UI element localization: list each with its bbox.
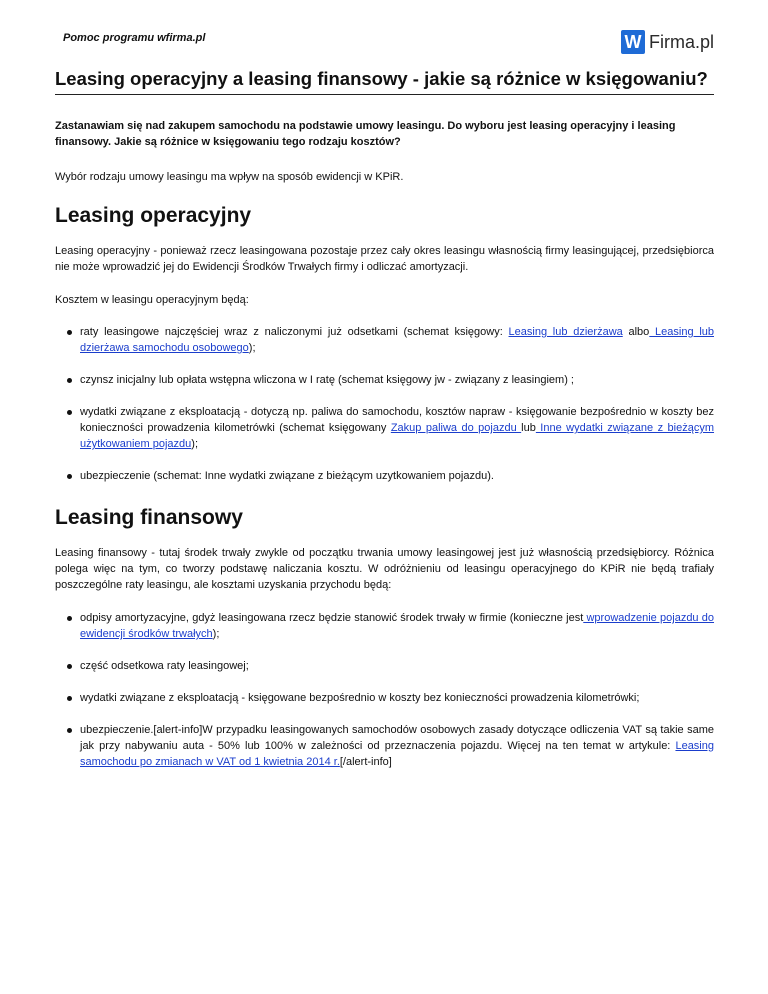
link-leasing-vat-2014[interactable]: Leasing samochodu po zmianach w VAT od 1 kwietnia 2014 r. (80, 740, 714, 768)
section-heading-finansowy: Leasing finansowy (55, 506, 243, 529)
document-page (55, 0, 714, 770)
section1-list-intro: Kosztem w leasingu operacyjnym będą: (55, 294, 249, 306)
list-item: raty leasingowe najczęściej wraz z naliczonymi już odsetkami (schemat księgowy: Leasing lub dzierżawa albo Leasing lub dzierżawa samochodu osobowego); (55, 324, 714, 356)
list-item: czynsz inicjalny lub opłata wstępna wliczona w I ratę (schemat księgowy jw - związany z leasingiem) ; (55, 372, 714, 388)
page-header (55, 0, 714, 62)
section1-paragraph: Leasing operacyjny - ponieważ rzecz leasingowana pozostaje przez cały okres leasingu własnością firmy leasingującej, przedsiębiorca nie może wprowadzić jej do Ewidencji Środków Trwałych firmy i odliczać amortyzacji. (55, 245, 714, 273)
list-item: część odsetkowa raty leasingowej; (55, 658, 714, 674)
question-text: Zastanawiam się nad zakupem samochodu na podstawie umowy leasingu. Do wyboru jest leasing operacyjny i leasing finansowy. Jakie są różnice w księgowaniu tego rodzaju kosztów? (55, 120, 676, 148)
list-item: wydatki związane z eksploatacją - dotyczą np. paliwa do samochodu, kosztów napraw - księgowanie bezpośrednio w koszty bez konieczności prowadzenia kilometrówki (schemat księgowany Zakup paliwa do pojazdu lub Inne wydatki związane z bieżącym użytkowaniem pojazdu); (55, 404, 714, 452)
list-item: wydatki związane z eksploatacją - księgowane bezpośrednio w koszty bez konieczności prowadzenia kilometrówki; (55, 690, 714, 706)
list-item: ubezpieczenie (schemat: Inne wydatki związane z bieżącym uzytkowaniem pojazdu). (55, 468, 714, 484)
help-header-text: Pomoc programu wfirma.pl (63, 32, 206, 44)
link-leasing-lub-dzierzawa[interactable]: Leasing lub dzierżawa (508, 326, 623, 338)
page-title: Leasing operacyjny a leasing finansowy - jakie są różnice w księgowaniu? (55, 68, 714, 95)
section-heading-operacyjny: Leasing operacyjny (55, 204, 252, 227)
list-item: ubezpieczenie.[alert-info]W przypadku leasingowanych samochodów osobowych zasady dotyczące odliczenia VAT są takie same jak przy nabywaniu auta - 50% lub 100% w zależności od przeznaczenia pojazdu. Więcej na ten temat w artykule: Leasing samochodu po zmianach w VAT od 1 kwietnia 2014 r.[/alert-info] (55, 722, 714, 770)
wfirma-logo[interactable] (621, 30, 714, 54)
link-zakup-paliwa[interactable]: Zakup paliwa do pojazdu (390, 422, 522, 434)
section2-list (55, 610, 714, 770)
logo-text: Firma.pl (648, 31, 714, 52)
logo-mark-icon: W (621, 30, 645, 54)
section2-paragraph: Leasing finansowy - tutaj środek trwały zwykle od początku trwania umowy leasingowej jest już własnością przedsiębiorcy. Różnica polega więc na tym, co tworzy podstawę naliczania kosztu. W odróżnieniu od leasingu operacyjnego do KPiR nie będą trafiały poszczególne raty leasingu, ale kosztami uzyskania przychodu będą: (55, 547, 714, 591)
link-wprowadzenie-pojazdu[interactable]: wprowadzenie pojazdu do ewidencji środków trwałych (80, 612, 715, 640)
list-item: odpisy amortyzacyjne, gdyż leasingowana rzecz będzie stanowić środek trwały w firmie (konieczne jest wprowadzenie pojazdu do ewidencji środków trwałych); (55, 610, 714, 642)
link-leasing-samochodu-osobowego[interactable]: Leasing lub dzierżawa samochodu osobowego (80, 326, 714, 354)
section1-list (55, 324, 714, 484)
link-inne-wydatki[interactable]: Inne wydatki związane z bieżącym użytkowaniem pojazdu (80, 422, 715, 450)
intro-text: Wybór rodzaju umowy leasingu ma wpływ na sposób ewidencji w KPiR. (55, 171, 404, 183)
